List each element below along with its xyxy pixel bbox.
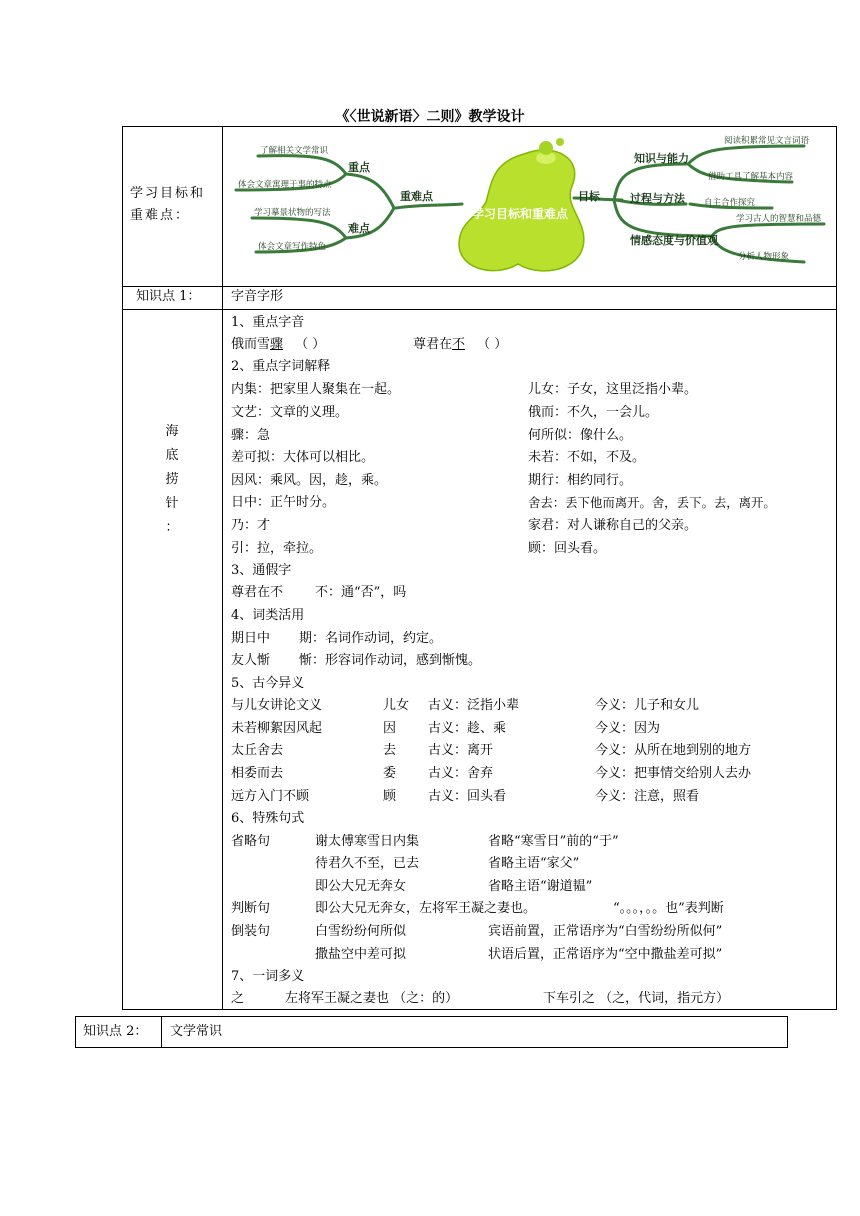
table-row-divider-2 — [122, 309, 837, 310]
side-label-char: 底 — [165, 448, 179, 463]
mindmap-right-main: 目标 — [578, 190, 600, 203]
pron-line — [413, 336, 507, 354]
mindmap-left-branch: 难点 — [348, 222, 370, 235]
gujin-word: 因 — [383, 721, 397, 736]
section-heading: 6、特殊句式 — [231, 811, 305, 826]
mindmap-right-branch: 知识与能力 — [634, 152, 689, 165]
tongjia-phrase: 尊君在不 — [231, 585, 284, 600]
vocab-left: 文艺：文章的义理。 — [231, 405, 349, 420]
gujin-word: 儿女 — [383, 698, 410, 713]
gujin-old: 古义：舍弃 — [428, 766, 494, 781]
teshu-sentence: 撒盐空中差可拟 — [315, 947, 407, 962]
vocab-right: 俄而：不久，一会儿。 — [528, 405, 659, 420]
section-heading: 7、一词多义 — [231, 969, 305, 984]
side-label-char: 针 — [165, 496, 179, 511]
teshu-note: 宾语前置，正常语序为“白雪纷纷所似何” — [488, 924, 723, 939]
teshu-note: 省略主语“谢道韫” — [488, 879, 593, 894]
teshu-sentence: 即公大兄无奔女，左将军王凝之妻也。 — [315, 901, 537, 916]
side-label-char: ： — [165, 520, 179, 535]
side-label — [160, 420, 184, 540]
gujin-new: 今义：因为 — [595, 721, 661, 736]
pron-blank: （ ） — [295, 337, 326, 352]
gujin-old: 古义：趁、乘 — [428, 721, 507, 736]
vocab-right: 未若：不如，不及。 — [528, 450, 646, 465]
teshu-type: 省略句 — [231, 834, 271, 849]
vocab-left: 因风：乘风。因，趁，乘。 — [231, 473, 388, 488]
page-title: 《〈世说新语〉二则》教学设计 — [335, 109, 525, 125]
gujin-phrase: 未若柳絮因风起 — [231, 721, 323, 736]
gujin-new: 今义：从所在地到别的地方 — [595, 743, 752, 758]
gujin-phrase: 与儿女讲论文义 — [231, 698, 323, 713]
kp2-label: 知识点 2： — [83, 1024, 148, 1039]
gujin-word: 去 — [383, 743, 397, 758]
vocab-left: 引：拉，牵拉。 — [231, 541, 323, 556]
gujin-word: 顾 — [383, 789, 397, 804]
pron-line — [231, 336, 325, 354]
gujin-phrase: 相委而去 — [231, 766, 284, 781]
pron-blank: （ ） — [477, 337, 508, 352]
kp1-label: 知识点 1： — [136, 289, 201, 304]
teshu-sentence: 谢太傅寒雪日内集 — [315, 834, 420, 849]
vocab-left: 日中：正午时分。 — [231, 495, 336, 510]
mindmap-right-leaf: 分析人物形象 — [738, 252, 790, 262]
mindmap-right-leaf: 学习古人的智慧和品德 — [736, 214, 822, 224]
teshu-note: 省略主语“家父” — [488, 856, 580, 871]
teshu-note: 省略“寒雪日”前的“于” — [488, 834, 619, 849]
mindmap-left-main: 重难点 — [400, 190, 433, 203]
gujin-word: 委 — [383, 766, 397, 781]
huoyong-phrase: 友人惭 — [231, 653, 271, 668]
side-label-char: 捞 — [165, 472, 179, 487]
huoyong-explain: 期：名词作动词，约定。 — [299, 631, 443, 646]
pron-char: 不 — [452, 337, 466, 352]
mindmap-right-leaf: 自主合作探究 — [704, 198, 756, 208]
mindmap-right-leaf: 阅读积累常见文言词语 — [724, 136, 810, 146]
huoyong-phrase: 期日中 — [231, 631, 271, 646]
tongjia-explain: 不：通“否”，吗 — [315, 585, 407, 600]
mindmap — [224, 128, 836, 284]
duoyi-word: 之 — [231, 991, 245, 1006]
teshu-sentence: 即公大兄无奔女 — [315, 879, 407, 894]
vocab-left: 乃：才 — [231, 518, 271, 533]
teshu-type: 判断句 — [231, 901, 271, 916]
table-col-divider — [222, 126, 223, 1010]
teshu-type: 倒装句 — [231, 924, 271, 939]
vocab-left: 差可拟：大体可以相比。 — [231, 450, 375, 465]
vocab-right: 儿女：子女，这里泛指小辈。 — [528, 382, 698, 397]
vocab-right: 期行：相约同行。 — [528, 473, 633, 488]
gujin-phrase: 远方入门不顾 — [231, 789, 310, 804]
gujin-new: 今义：注意，照看 — [595, 789, 700, 804]
pron-text: 俄而雪 — [231, 337, 271, 352]
section-heading: 5、古今异义 — [231, 676, 305, 691]
vocab-right: 家君：对人谦称自己的父亲。 — [528, 518, 698, 533]
table-row-divider-1 — [122, 286, 837, 287]
mindmap-center-label: 学习目标和重难点 — [471, 207, 569, 221]
pron-char: 骤 — [270, 337, 284, 352]
vocab-right: 舍去：丢下他而离开。舍，丢下。去，离开。 — [528, 495, 776, 510]
kp1-value: 字音字形 — [231, 289, 284, 304]
gujin-new: 今义：把事情交给别人去办 — [595, 766, 752, 781]
mindmap-right-leaf: 借助工具了解基本内容 — [708, 172, 794, 182]
teshu-note: 状语后置，正常语序为“空中撒盐差可拟” — [488, 947, 723, 962]
mindmap-left-branch: 重点 — [348, 161, 370, 174]
mindmap-left-leaf: 体会文章写作特色 — [258, 242, 327, 252]
section-heading: 1、重点字音 — [231, 315, 305, 330]
teshu-sentence: 待君久不至，已去 — [315, 856, 420, 871]
duoyi-example: 下车引之 （之，代词，指元方） — [543, 991, 730, 1006]
gujin-new: 今义：儿子和女儿 — [595, 698, 700, 713]
goals-label: 学习目标和重难点： — [130, 186, 206, 223]
kp2-value: 文学常识 — [170, 1024, 223, 1039]
gujin-phrase: 太丘舍去 — [231, 743, 284, 758]
teshu-note: “。。。，。。也”表判断 — [613, 901, 724, 916]
gujin-old: 古义：离开 — [428, 743, 494, 758]
section-heading: 2、重点字词解释 — [231, 359, 331, 374]
mindmap-left-leaf: 了解相关文学常识 — [260, 146, 329, 156]
mindmap-left-leaf: 体会文章寓理于事的特点 — [238, 180, 332, 190]
kp2-divider — [161, 1016, 162, 1048]
mindmap-left-leaf: 学习摹景状物的写法 — [254, 208, 331, 218]
pron-text: 尊君在 — [413, 337, 453, 352]
vocab-right: 何所似：像什么。 — [528, 428, 633, 443]
vocab-left: 内集：把家里人聚集在一起。 — [231, 382, 401, 397]
side-label-char: 海 — [165, 424, 179, 439]
gujin-old: 古义：泛指小辈 — [428, 698, 520, 713]
vocab-left: 骤：急 — [231, 428, 271, 443]
gujin-old: 古义：回头看 — [428, 789, 507, 804]
mindmap-right-branch: 情感态度与价值观 — [630, 234, 718, 247]
vocab-right: 顾：回头看。 — [528, 541, 607, 556]
mindmap-right-branch: 过程与方法 — [630, 192, 685, 205]
teshu-sentence: 白雪纷纷何所似 — [315, 924, 407, 939]
section-heading: 3、通假字 — [231, 563, 292, 578]
duoyi-example: 左将军王凝之妻也 （之：的） — [285, 991, 459, 1006]
section-heading: 4、词类活用 — [231, 608, 305, 623]
huoyong-explain: 惭：形容词作动词，感到惭愧。 — [299, 653, 482, 668]
